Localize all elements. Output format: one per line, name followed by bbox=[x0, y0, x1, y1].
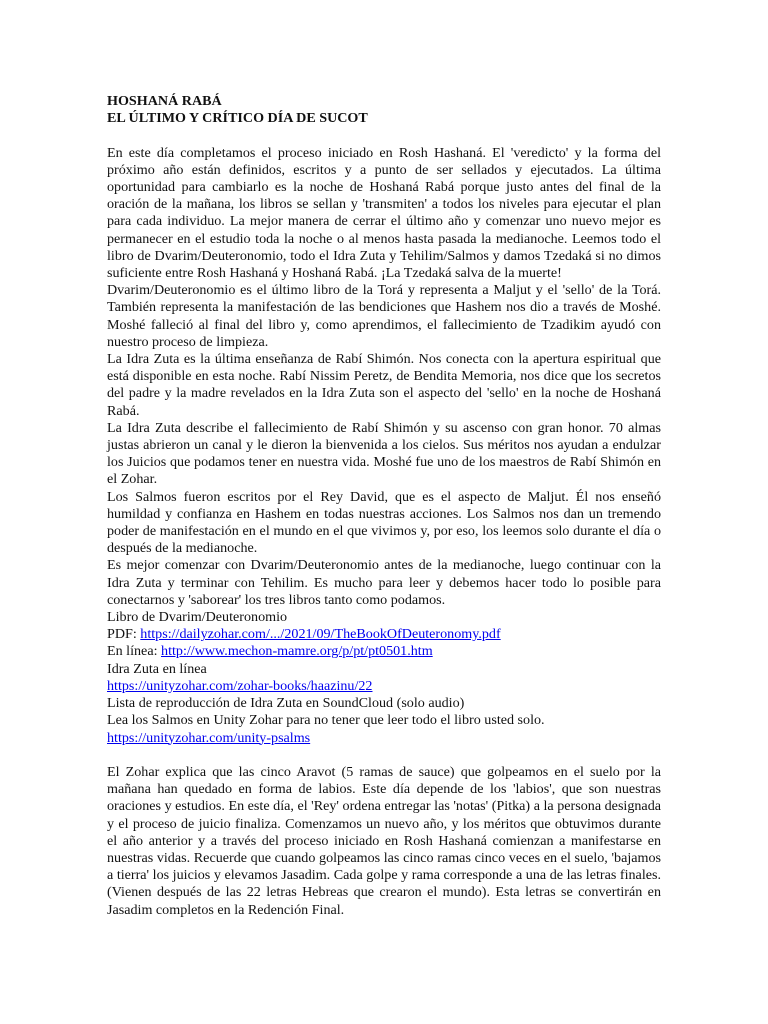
paragraph-idra-zuta: La Idra Zuta es la última enseñanza de Rabí Shimón. Nos conecta con la apertura espiritual que está disponible en esta noche. Rabí Nissim Peretz, de Bendita Memoria, nos dice que los secretos del padre y la madre revelados en la Idra Zuta son el aspecto del 'sello' en la noche de Hoshaná Rabá. bbox=[107, 351, 661, 419]
pdf-link[interactable]: https://dailyzohar.com/.../2021/09/TheBookOfDeuteronomy.pdf bbox=[140, 626, 501, 643]
salmos-link[interactable]: https://unityzohar.com/unity-psalms bbox=[107, 729, 311, 746]
pdf-line bbox=[107, 626, 661, 643]
document-title-line1: HOSHANÁ RABÁ bbox=[107, 93, 222, 109]
online-link[interactable]: http://www.mechon-mamre.org/p/pt/pt0501.htm bbox=[161, 643, 433, 660]
salmos-link-line bbox=[107, 730, 661, 747]
online-prefix: En línea: bbox=[107, 643, 162, 660]
soundcloud-label: Lista de reproducción de Idra Zuta en SoundCloud (solo audio) bbox=[107, 695, 465, 712]
idra-link-line bbox=[107, 678, 661, 695]
blank-line bbox=[107, 127, 661, 144]
blank-line bbox=[107, 747, 661, 764]
paragraph-salmos: Los Salmos fueron escritos por el Rey David, que es el aspecto de Maljut. Él nos enseñó humildad y confianza en Hashem en todas nuestras acciones. Los Salmos nos dan un tremendo poder de manifestación en el mundo en el que vivimos y, por eso, los leemos solo durante el día o después de la medianoche. bbox=[107, 488, 661, 557]
document-title-line2: EL ÚLTIMO Y CRÍTICO DÍA DE SUCOT bbox=[107, 110, 368, 127]
paragraph-dvarim: Dvarim/Deuteronomio es el último libro de la Torá y representa a Maljut y el 'sello' de la Torá. También representa la manifestación de las bendiciones que Hashem nos dio a través de Moshé. Moshé falleció al final del libro y, como aprendimos, el fallecimiento de Tzadikim ayudó con nuestro proceso de limpieza. bbox=[107, 282, 661, 350]
paragraph-order: Es mejor comenzar con Dvarim/Deuteronomio antes de la medianoche, luego continuar con la Idra Zuta y terminar con Tehilim. Es mucho para leer y debemos hacer todo lo posible para conectarnos y 'saborear' los tres libros tanto como podamos. bbox=[107, 557, 661, 608]
document-page bbox=[107, 93, 661, 919]
idra-label: Idra Zuta en línea bbox=[107, 660, 207, 677]
paragraph-rosh-hashana: En este día completamos el proceso iniciado en Rosh Hashaná. El 'veredicto' y la forma del próximo año están definidos, escritos y a punto de ser sellados y ejecutados. La última oportunidad para cambiarlo es la noche de Hoshaná Rabá porque justo antes del final de la oración de la mañana, los libros se sellan y 'transmiten' a todos los niveles para ejecutar el plan para cada individuo. La mejor manera de cerrar el último año y comenzar uno nuevo mejor es permanecer en el estudio toda la noche o al menos hasta pasada la medianoche. Leemos todo el libro de Dvarim/Deuteronomio, todo el Idra Zuta y Tehilim/Salmos y damos Tzedaká si no dimos suficiente entre Rosh Hashaná y Hoshaná Rabá. ¡La Tzedaká salva de la muerte! bbox=[107, 144, 661, 282]
paragraph-aravot: El Zohar explica que las cinco Aravot (5 ramas de sauce) que golpeamos en el suelo por la mañana han quedado en forma de labios. Este día depende de los 'labios', que son nuestras oraciones y estudios. En este día, el 'Rey' ordena entregar las 'notas' (Pitka) a la persona designada y el proceso de juicio finaliza. Comenzamos un nuevo año, y los méritos que obtuvimos durante el año anterior y a través del proceso iniciado en Rosh Hashaná comienzan a manifestarse en nuestras vidas. Recuerde que cuando golpeamos las cinco ramas cinco veces en el suelo, 'bajamos a tierra' los juicios y elevamos Jasadim. Cada golpe y rama corresponde a una de las letras finales. (Vienen después de las 22 letras Hebreas que crearon el mundo). Esta letras se convertirán en Jasadim completos en la Redención Final. bbox=[107, 763, 661, 918]
pdf-prefix: PDF: bbox=[107, 626, 141, 643]
salmos-label: Lea los Salmos en Unity Zohar para no tener que leer todo el libro usted solo. bbox=[107, 712, 545, 729]
paragraph-rabi-shimon: La Idra Zuta describe el fallecimiento de Rabí Shimón y su ascenso con gran honor. 70 almas justas abrieron un canal y le dieron la bienvenida a los cielos. Sus méritos nos ayudan a endulzar los Juicios que podamos tener en nuestra vida. Moshé fue uno de los maestros de Rabí Shimón en el Zohar. bbox=[107, 419, 661, 488]
online-line bbox=[107, 643, 661, 660]
libro-label: Libro de Dvarim/Deuteronomio bbox=[107, 609, 288, 626]
idra-link[interactable]: https://unityzohar.com/zohar-books/haazinu/22 bbox=[107, 677, 373, 694]
